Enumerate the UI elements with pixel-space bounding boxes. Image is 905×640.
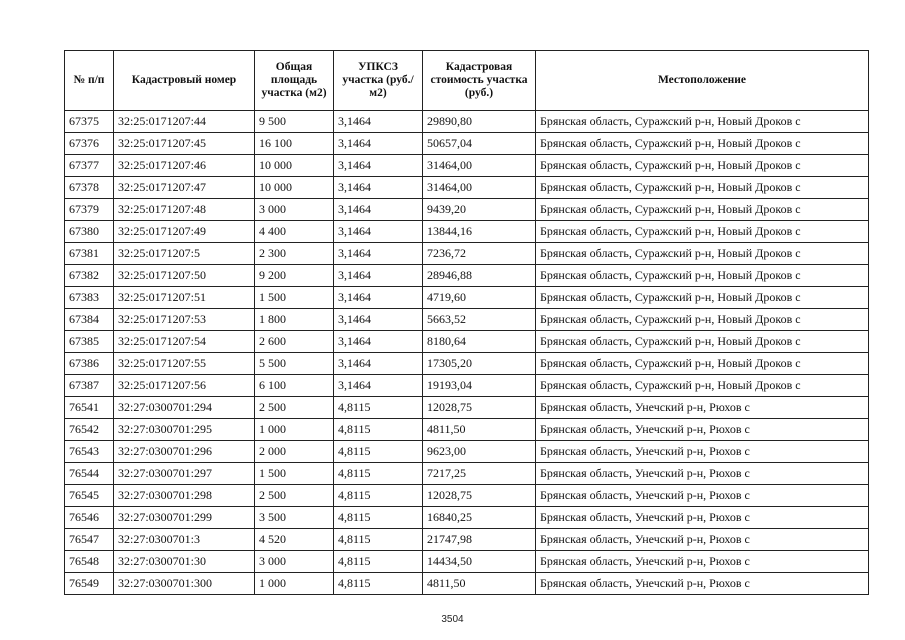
cell-cadastral-number: 32:25:0171207:44 <box>114 111 255 133</box>
table-body <box>65 111 869 595</box>
table-row <box>65 397 869 419</box>
cell-location: Брянская область, Суражский р-н, Новый Дроков с <box>536 177 869 199</box>
cell-cadastral-value: 4719,60 <box>423 287 536 309</box>
cell-location: Брянская область, Суражский р-н, Новый Дроков с <box>536 243 869 265</box>
cell-cadastral-value: 12028,75 <box>423 485 536 507</box>
cell-total-area: 4 520 <box>255 529 334 551</box>
table-row <box>65 111 869 133</box>
cell-row-number: 67375 <box>65 111 114 133</box>
cell-row-number: 76544 <box>65 463 114 485</box>
cell-cadastral-value: 19193,04 <box>423 375 536 397</box>
cell-upksz: 3,1464 <box>334 287 423 309</box>
cell-upksz: 3,1464 <box>334 353 423 375</box>
cell-cadastral-number: 32:27:0300701:3 <box>114 529 255 551</box>
cell-upksz: 3,1464 <box>334 199 423 221</box>
cell-row-number: 67385 <box>65 331 114 353</box>
cell-cadastral-value: 14434,50 <box>423 551 536 573</box>
table-row <box>65 133 869 155</box>
cell-location: Брянская область, Суражский р-н, Новый Дроков с <box>536 375 869 397</box>
cell-total-area: 3 000 <box>255 551 334 573</box>
cell-row-number: 67383 <box>65 287 114 309</box>
cell-upksz: 4,8115 <box>334 419 423 441</box>
cell-location: Брянская область, Унечский р-н, Рюхов с <box>536 485 869 507</box>
cell-cadastral-number: 32:25:0171207:49 <box>114 221 255 243</box>
cell-location: Брянская область, Суражский р-н, Новый Дроков с <box>536 221 869 243</box>
cell-location: Брянская область, Суражский р-н, Новый Дроков с <box>536 331 869 353</box>
page-number: 3504 <box>441 614 464 625</box>
cell-row-number: 67381 <box>65 243 114 265</box>
table-row <box>65 485 869 507</box>
cell-total-area: 2 300 <box>255 243 334 265</box>
cell-upksz: 3,1464 <box>334 243 423 265</box>
cell-row-number: 76548 <box>65 551 114 573</box>
table-row <box>65 441 869 463</box>
cell-location: Брянская область, Суражский р-н, Новый Дроков с <box>536 199 869 221</box>
cell-cadastral-number: 32:25:0171207:55 <box>114 353 255 375</box>
table-row <box>65 353 869 375</box>
cell-location: Брянская область, Суражский р-н, Новый Дроков с <box>536 353 869 375</box>
cell-cadastral-value: 50657,04 <box>423 133 536 155</box>
table-row <box>65 265 869 287</box>
cell-cadastral-number: 32:25:0171207:47 <box>114 177 255 199</box>
cell-upksz: 4,8115 <box>334 463 423 485</box>
cell-location: Брянская область, Унечский р-н, Рюхов с <box>536 551 869 573</box>
cell-upksz: 3,1464 <box>334 375 423 397</box>
cell-row-number: 67377 <box>65 155 114 177</box>
cell-cadastral-number: 32:27:0300701:297 <box>114 463 255 485</box>
cell-row-number: 67387 <box>65 375 114 397</box>
cell-row-number: 76546 <box>65 507 114 529</box>
cell-upksz: 3,1464 <box>334 155 423 177</box>
cell-cadastral-value: 16840,25 <box>423 507 536 529</box>
table-row <box>65 331 869 353</box>
cell-cadastral-value: 13844,16 <box>423 221 536 243</box>
cell-cadastral-number: 32:27:0300701:294 <box>114 397 255 419</box>
cell-row-number: 67382 <box>65 265 114 287</box>
cell-upksz: 3,1464 <box>334 111 423 133</box>
cell-total-area: 4 400 <box>255 221 334 243</box>
cell-total-area: 1 500 <box>255 287 334 309</box>
cell-location: Брянская область, Суражский р-н, Новый Дроков с <box>536 265 869 287</box>
cell-total-area: 2 600 <box>255 331 334 353</box>
cell-location: Брянская область, Унечский р-н, Рюхов с <box>536 529 869 551</box>
cell-cadastral-number: 32:27:0300701:298 <box>114 485 255 507</box>
cell-cadastral-value: 29890,80 <box>423 111 536 133</box>
cell-cadastral-value: 4811,50 <box>423 419 536 441</box>
cell-row-number: 67378 <box>65 177 114 199</box>
cell-cadastral-number: 32:25:0171207:48 <box>114 199 255 221</box>
cell-location: Брянская область, Суражский р-н, Новый Дроков с <box>536 155 869 177</box>
cell-row-number: 67376 <box>65 133 114 155</box>
table-row <box>65 463 869 485</box>
cell-total-area: 10 000 <box>255 155 334 177</box>
cell-row-number: 76547 <box>65 529 114 551</box>
cell-total-area: 2 500 <box>255 485 334 507</box>
cell-location: Брянская область, Унечский р-н, Рюхов с <box>536 419 869 441</box>
cell-row-number: 76541 <box>65 397 114 419</box>
cell-cadastral-value: 21747,98 <box>423 529 536 551</box>
cell-cadastral-number: 32:25:0171207:54 <box>114 331 255 353</box>
cell-row-number: 67380 <box>65 221 114 243</box>
header-upksz: УПКСЗ участка (руб./м2) <box>334 51 423 111</box>
cell-location: Брянская область, Унечский р-н, Рюхов с <box>536 397 869 419</box>
cell-total-area: 5 500 <box>255 353 334 375</box>
table-row <box>65 419 869 441</box>
table-row <box>65 221 869 243</box>
table-row <box>65 573 869 595</box>
cell-upksz: 4,8115 <box>334 397 423 419</box>
cell-cadastral-number: 32:25:0171207:46 <box>114 155 255 177</box>
cell-total-area: 1 000 <box>255 419 334 441</box>
cell-total-area: 9 200 <box>255 265 334 287</box>
table-row <box>65 243 869 265</box>
table-row <box>65 155 869 177</box>
cell-total-area: 2 500 <box>255 397 334 419</box>
table-row <box>65 287 869 309</box>
cell-location: Брянская область, Суражский р-н, Новый Дроков с <box>536 309 869 331</box>
cell-location: Брянская область, Суражский р-н, Новый Дроков с <box>536 111 869 133</box>
cell-upksz: 3,1464 <box>334 331 423 353</box>
cell-cadastral-value: 12028,75 <box>423 397 536 419</box>
table-header-row <box>65 51 869 111</box>
cell-row-number: 76543 <box>65 441 114 463</box>
cell-upksz: 4,8115 <box>334 507 423 529</box>
cell-cadastral-value: 8180,64 <box>423 331 536 353</box>
cell-cadastral-number: 32:27:0300701:30 <box>114 551 255 573</box>
cell-location: Брянская область, Унечский р-н, Рюхов с <box>536 507 869 529</box>
cell-location: Брянская область, Унечский р-н, Рюхов с <box>536 441 869 463</box>
cell-location: Брянская область, Унечский р-н, Рюхов с <box>536 463 869 485</box>
header-location: Местоположение <box>536 51 869 111</box>
cell-cadastral-value: 17305,20 <box>423 353 536 375</box>
cell-cadastral-number: 32:27:0300701:300 <box>114 573 255 595</box>
cell-total-area: 3 500 <box>255 507 334 529</box>
cell-row-number: 67386 <box>65 353 114 375</box>
cell-cadastral-value: 9623,00 <box>423 441 536 463</box>
header-row-number: № п/п <box>65 51 114 111</box>
cell-cadastral-value: 31464,00 <box>423 155 536 177</box>
header-cadastral-value: Кадастровая стоимость участка (руб.) <box>423 51 536 111</box>
cell-upksz: 4,8115 <box>334 441 423 463</box>
cell-cadastral-number: 32:27:0300701:299 <box>114 507 255 529</box>
cell-total-area: 1 800 <box>255 309 334 331</box>
cell-cadastral-value: 31464,00 <box>423 177 536 199</box>
cell-cadastral-number: 32:27:0300701:295 <box>114 419 255 441</box>
cell-cadastral-number: 32:25:0171207:5 <box>114 243 255 265</box>
cell-row-number: 67379 <box>65 199 114 221</box>
table-row <box>65 199 869 221</box>
table-row <box>65 375 869 397</box>
table-row <box>65 529 869 551</box>
cell-upksz: 3,1464 <box>334 265 423 287</box>
cell-total-area: 3 000 <box>255 199 334 221</box>
cell-cadastral-value: 7236,72 <box>423 243 536 265</box>
cell-upksz: 4,8115 <box>334 573 423 595</box>
table-row <box>65 309 869 331</box>
cell-cadastral-value: 5663,52 <box>423 309 536 331</box>
cell-row-number: 67384 <box>65 309 114 331</box>
cell-upksz: 3,1464 <box>334 133 423 155</box>
cell-cadastral-value: 9439,20 <box>423 199 536 221</box>
cell-total-area: 10 000 <box>255 177 334 199</box>
table-row <box>65 551 869 573</box>
cell-total-area: 2 000 <box>255 441 334 463</box>
cell-cadastral-number: 32:25:0171207:51 <box>114 287 255 309</box>
cell-row-number: 76549 <box>65 573 114 595</box>
table-row <box>65 507 869 529</box>
cell-cadastral-number: 32:25:0171207:53 <box>114 309 255 331</box>
cell-cadastral-number: 32:25:0171207:45 <box>114 133 255 155</box>
cell-total-area: 1 000 <box>255 573 334 595</box>
cell-total-area: 9 500 <box>255 111 334 133</box>
cell-location: Брянская область, Суражский р-н, Новый Дроков с <box>536 287 869 309</box>
header-cadastral-number: Кадастровый номер <box>114 51 255 111</box>
cell-upksz: 4,8115 <box>334 529 423 551</box>
cell-upksz: 4,8115 <box>334 485 423 507</box>
cell-upksz: 3,1464 <box>334 177 423 199</box>
cell-total-area: 1 500 <box>255 463 334 485</box>
cell-cadastral-number: 32:25:0171207:50 <box>114 265 255 287</box>
cell-upksz: 3,1464 <box>334 221 423 243</box>
cell-total-area: 16 100 <box>255 133 334 155</box>
cell-location: Брянская область, Суражский р-н, Новый Дроков с <box>536 133 869 155</box>
cell-upksz: 4,8115 <box>334 551 423 573</box>
header-total-area: Общая площадь участка (м2) <box>255 51 334 111</box>
cell-row-number: 76545 <box>65 485 114 507</box>
cell-cadastral-value: 28946,88 <box>423 265 536 287</box>
cell-cadastral-number: 32:25:0171207:56 <box>114 375 255 397</box>
cell-cadastral-number: 32:27:0300701:296 <box>114 441 255 463</box>
table-row <box>65 177 869 199</box>
cell-row-number: 76542 <box>65 419 114 441</box>
cell-cadastral-value: 7217,25 <box>423 463 536 485</box>
cell-total-area: 6 100 <box>255 375 334 397</box>
cell-cadastral-value: 4811,50 <box>423 573 536 595</box>
cadastral-value-table <box>64 50 869 595</box>
cell-location: Брянская область, Унечский р-н, Рюхов с <box>536 573 869 595</box>
cell-upksz: 3,1464 <box>334 309 423 331</box>
